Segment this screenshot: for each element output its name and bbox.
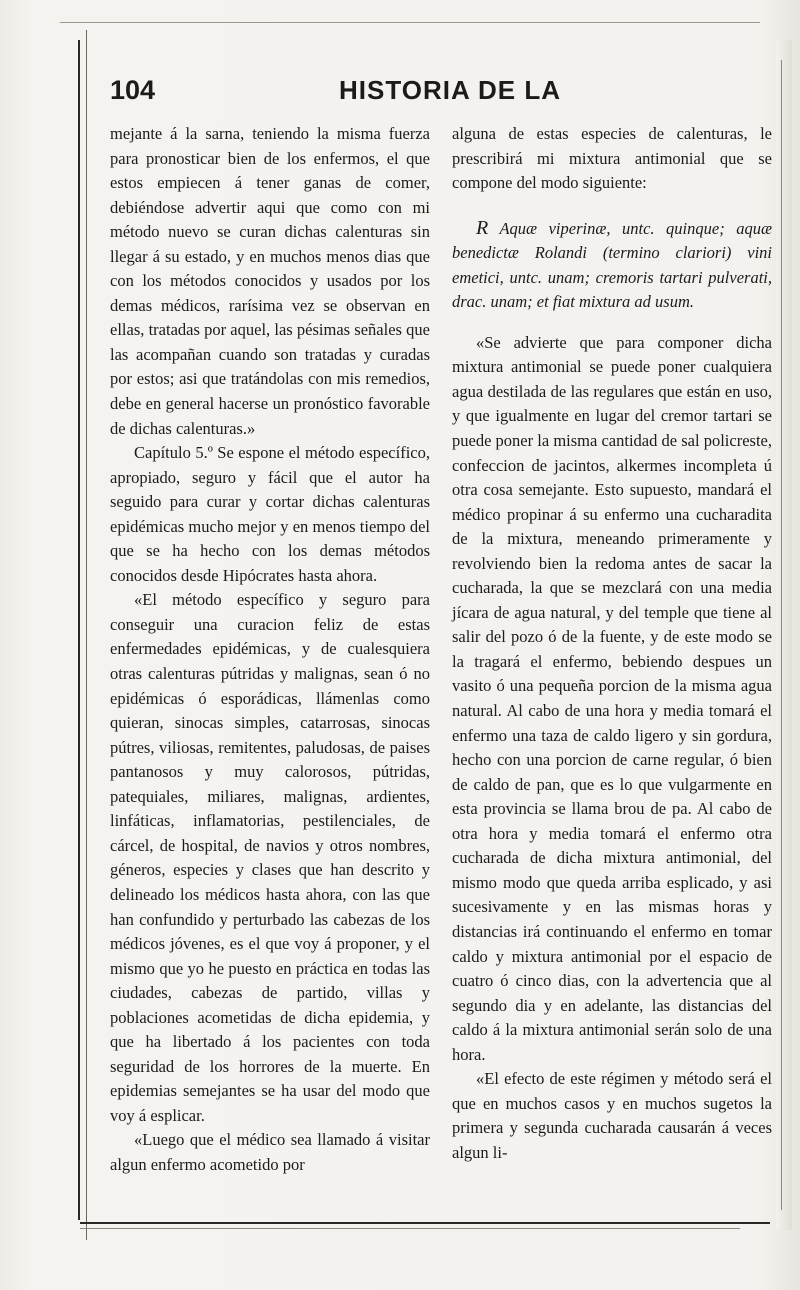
- page-header: [100, 75, 780, 111]
- left-edge-line: [78, 40, 80, 1220]
- prescription-text: Aquæ viperinæ, untc. quinque; aquæ benedictæ Rolandi (termino clariori) vini emetici, untc. unam; cremoris tartari pulverati, drac. unam; et fiat mixtura ad usum.: [452, 218, 772, 312]
- top-rule: [60, 22, 760, 23]
- left-paragraph-1: mejante á la sarna, teniendo la misma fuerza para pronosticar bien de los enfermos, el que estos empiecen á tener ganas de comer, debiéndose advertir aqui que como con mi método nuevo se curan dichas calenturas sin llegar á su estado, y en muchos menos dias que con los métodos conocidos y usados por los demas médicos, rarísima vez se observan en ellas, tratadas por aquel, las pésimas señales que las acompañan cuando son tratadas y curadas por estos; asi que tratándolas con mis remedios, debe en general hacerse un pronóstico favorable de dichas calenturas.»: [110, 124, 430, 438]
- running-title: HISTORIA DE LA: [338, 75, 561, 105]
- recipe-symbol: R: [476, 216, 489, 239]
- right-edge-line: [781, 60, 782, 1210]
- bottom-rule: [80, 1222, 770, 1224]
- left-column: [110, 122, 430, 1178]
- page-number: 104: [110, 75, 156, 105]
- left-edge-line-inner: [86, 30, 87, 1240]
- right-paragraph-2: «Se advierte que para componer dicha mixtura antimonial se puede poner cualquiera agua destilada de las regulares que están en uso, y que igualmente en lugar del cremor tartari se puede poner la misma cantidad de sal policreste, confeccion de jacintos, alkermes incompleta ú otra cosa semejante. Esto supuesto, mandará el médico propinar á su enfermo una cucharadita de la mixtura, meneando primeramente y revolviendo bien la redoma antes de sacar la cucharada, la que se mezclará con una media jícara de agua natural, y del temple que tiene al salir del pozo ó de la fuente, y de este modo se la tragará el enfermo, bebiendo despues un vasito ó una pequeña porcion de la misma agua natural. Al cabo de una hora y media tomará el enfermo una taza de caldo ligero y sin gordura, hecho con una porcion de carne regular, ó bien de caldo de pan, que es lo que vulgarmente en esta provincia se llama brou de pa. Al cabo de otra hora y media tomará el enfermo otra cucharada de dicha mixtura antimonial, del mismo modo que queda arriba esplicado, y asi sucesivamente y en las mismas horas y distancias irá continuando el enfermo en tomar caldo y mixtura antimonial por el espacio de cuatro ó cinco dias, con la advertencia que al segundo dia y en adelante, las distancias del caldo á la mixtura antimonial serán solo de una hora.: [452, 332, 772, 1064]
- bottom-rule-thin: [80, 1228, 740, 1229]
- left-paragraph-4: «Luego que el médico sea llamado á visitar algun enfermo acometido por: [110, 1130, 430, 1174]
- right-column: [452, 122, 772, 1165]
- left-paragraph-3: «El método específico y seguro para conseguir una curacion feliz de estas enfermedades epidémicas, y de cualesquiera otras calenturas pútridas y malignas, sean ó no epidémicas ó esporádicas, llámenlas como quieran, sinocas simples, catarrosas, sinocas pútres, viliosas, remitentes, paludosas, de paises pantanosos y muy calorosos, pútridas, patequiales, miliares, malignas, ardientes, linfáticas, inflamatorias, pestilenciales, de cárcel, de hospital, de navios y otros nombres, géneros, especies y clases que han descrito y delineado los médicos hasta ahora, con las que han confundido y perturbado las cabezas de los médicos jóvenes, es el que voy á proponer, y el mismo que yo he puesto en práctica en todas las ciudades, cabezas de partido, villas y poblaciones acometidas de dicha epidemia, y que ha libertado á los pacientes con toda seguridad de los horrores de la muerte. En epidemias semejantes se ha usar del modo que voy á esplicar.: [110, 590, 430, 1125]
- right-paragraph-3: «El efecto de este régimen y método será el que en muchos casos y en muchos sugetos la primera y segunda cucharada causarán á veces algun li-: [452, 1069, 772, 1162]
- prescription: [452, 216, 772, 315]
- right-page-edge: [776, 40, 792, 1230]
- right-paragraph-1: alguna de estas especies de calenturas, le prescribirá mi mixtura antimonial que se compone del modo siguiente:: [452, 124, 772, 193]
- left-paragraph-2: Capítulo 5.º Se espone el método específico, apropiado, seguro y fácil que el autor ha seguido para curar y cortar dichas calenturas epidémicas mucho mejor y en menos tiempo del que se ha hecho con los demas métodos conocidos desde Hipócrates hasta ahora.: [110, 443, 430, 585]
